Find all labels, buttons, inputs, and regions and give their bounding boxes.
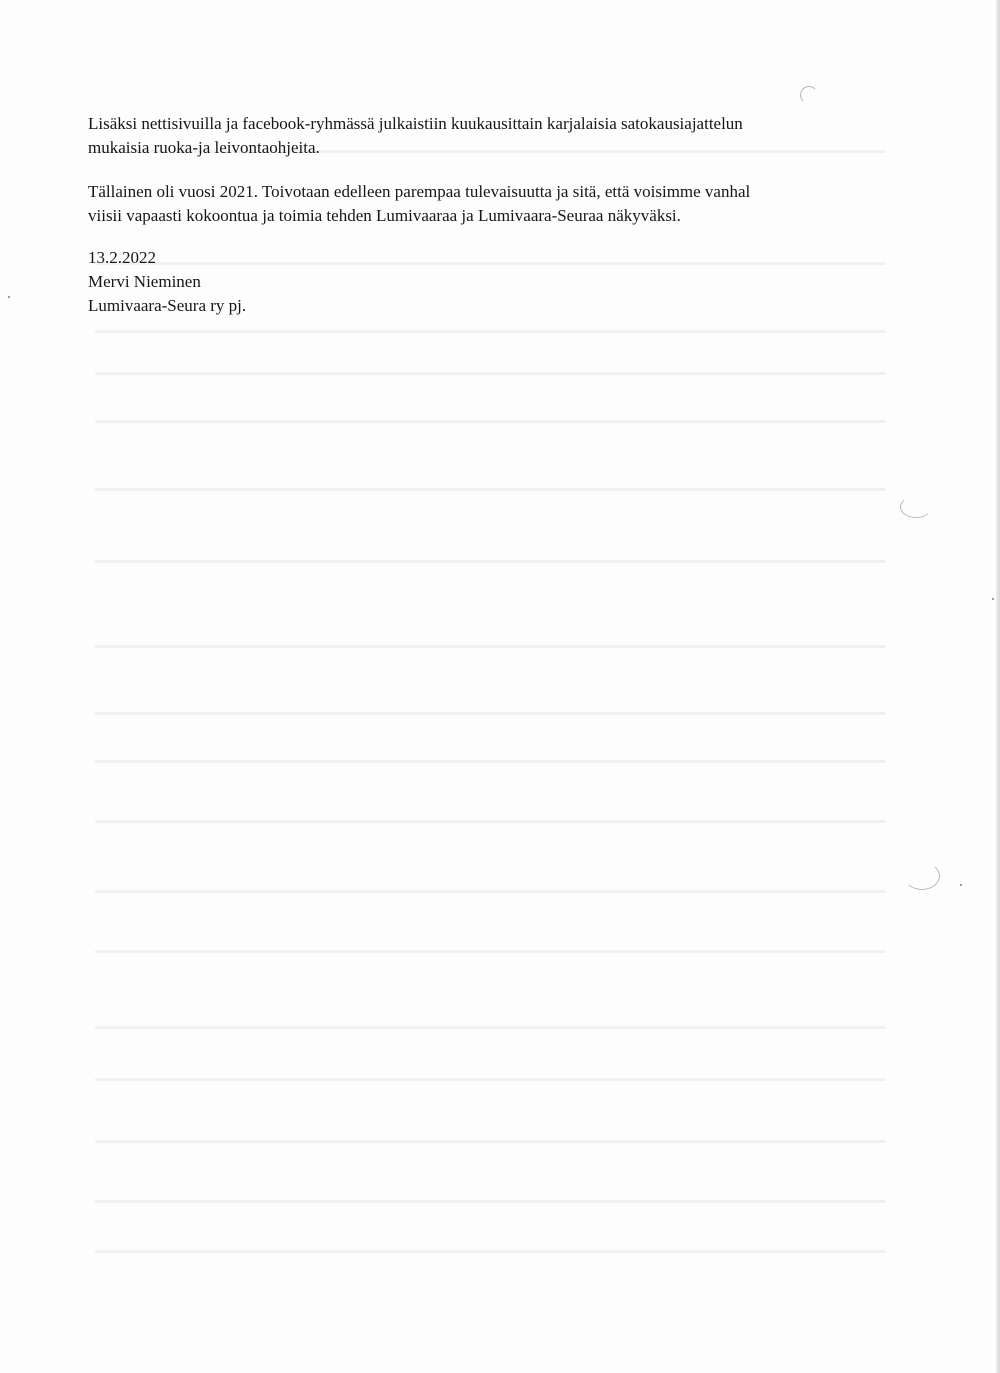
scan-dot xyxy=(8,296,10,298)
paragraph-recipes xyxy=(88,112,878,160)
bleed-through-line xyxy=(95,645,885,648)
scan-dot xyxy=(960,884,962,886)
bleed-through-line xyxy=(95,330,885,333)
signature-block xyxy=(88,246,878,318)
scan-mark xyxy=(800,86,818,104)
text-line: Lisäksi nettisivuilla ja facebook-ryhmässä julkaistiin kuukausittain karjalaisia satokausiajattelun xyxy=(88,114,743,133)
bleed-through-line xyxy=(95,1200,885,1203)
bleed-through-line xyxy=(95,890,885,893)
paragraph-year-summary xyxy=(88,180,878,228)
page-edge xyxy=(996,0,1000,1373)
signature-title: Lumivaara-Seura ry pj. xyxy=(88,296,247,315)
bleed-through-line xyxy=(95,820,885,823)
bleed-through-line xyxy=(95,1140,885,1143)
bleed-through-line xyxy=(95,760,885,763)
bleed-through-line xyxy=(95,420,885,423)
bleed-through-line xyxy=(95,1026,885,1029)
scan-dot xyxy=(992,598,994,600)
bleed-through-line xyxy=(95,372,885,375)
bleed-through-line xyxy=(95,712,885,715)
text-line: viisii vapaasti kokoontua ja toimia tehden Lumivaaraa ja Lumivaara-Seuraa näkyväksi. xyxy=(88,206,681,225)
text-line: Tällainen oli vuosi 2021. Toivotaan edelleen parempaa tulevaisuutta ja sitä, että voisimme vanhal xyxy=(88,182,751,201)
bleed-through-line xyxy=(95,1078,885,1081)
bleed-through-line xyxy=(95,560,885,563)
bleed-through-line xyxy=(95,950,885,953)
bleed-through-line xyxy=(95,1250,885,1253)
signature-date: 13.2.2022 xyxy=(88,248,156,267)
text-line: mukaisia ruoka-ja leivontaohjeita. xyxy=(88,138,320,157)
signature-name: Mervi Nieminen xyxy=(88,272,201,291)
scan-mark xyxy=(904,862,940,890)
scan-mark xyxy=(900,496,932,518)
bleed-through-line xyxy=(95,488,885,491)
